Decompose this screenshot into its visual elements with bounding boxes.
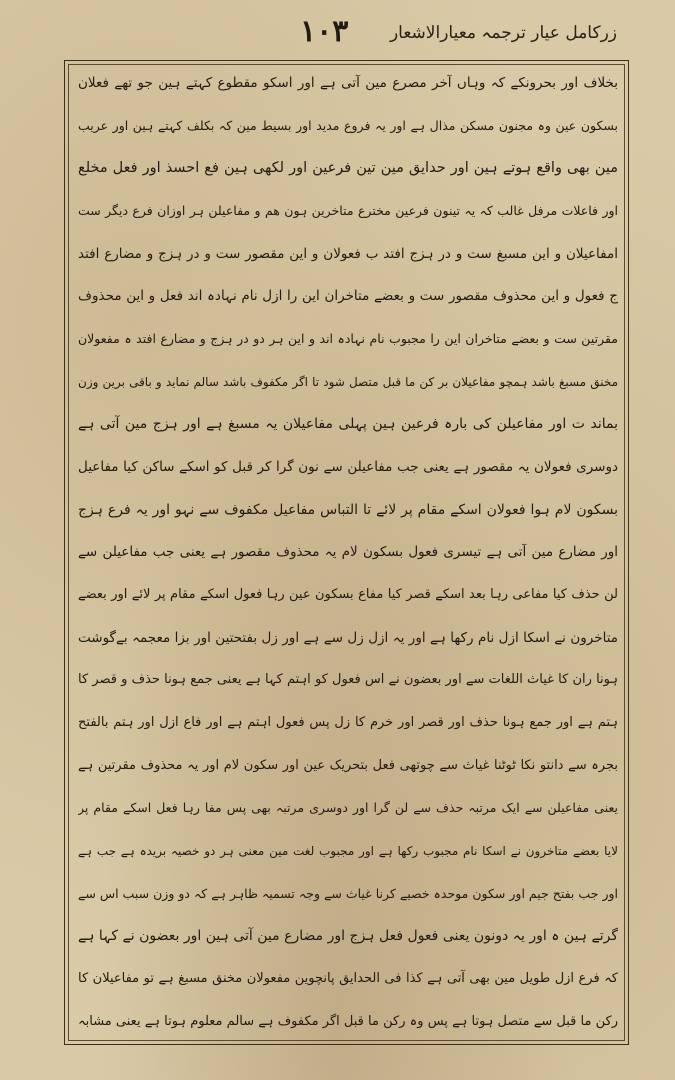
text-line: دوسری فعولان یہ مقصور ہے یعنی جب مفاعیلن سے نون گرا کر قبل کو اسکے ساکن کیا مفاعیل <box>78 459 618 476</box>
text-line: گرتے ہین ہ اور یہ دونون یعنی فعول فعل ہزج اور مضارع مین آتی ہین اور بعضون نے کہا ہے <box>78 928 618 945</box>
text-line: بسکون عین وہ مجنون مسکن مذال ہے اور یہ فروع مدید اور بسیط مین کہ بکلف کہتے ہین اور عریب <box>78 117 618 133</box>
text-line: لن حذف کیا مفاعی رہا بعد اسکے قصر کیا مفاع بسکون عین رہا فعول اسکے مقام پر لائے اور بعضے <box>78 587 618 603</box>
text-line: بسکون لام ہوا فعولان اسکے مقام پر لائے تا التباس مفاعیل مکفوف سے نہو اور یہ فرع ہزج <box>78 501 618 518</box>
text-line: بجرہ سے دانتو نکا ٹوٹنا غیاث سے چوتھی فعل بتحریک عین اور سکون لام اور یہ محذوف مقرتین ہے <box>78 757 618 773</box>
text-line: ہونا ران کا غیاث اللغات سے اور بعضون نے اس فعول کو اہتم کہا ہے یعنی جمع ہونا حذف و قصر کا <box>78 672 618 688</box>
text-line: اور مضارع مین آتی ہے تیسری فعول بسکون لام یہ محذوف مقصور ہے یعنی جب مفاعیلن سے <box>78 544 618 561</box>
text-line: متاخرون نے اسکا ازل نام رکھا ہے اور یہ ازل زل سے ہے اور زل بفتحتین اور بزا معجمہ بےگوشت <box>78 629 618 646</box>
text-line: رکن ما قبل سے متصل ہوتا ہے پس وہ رکن ما قبل اگر مکفوف ہے سالم معلوم ہوتا ہے یعنی مشابہ <box>78 1013 618 1029</box>
text-line: ج فعول و این محذوف مقصور ست و بعضے متاخران این را ازل نام نہادہ اند فعل و این محذوف <box>78 288 618 305</box>
text-line: مخنق مسبغ باشد ہمچو مفاعیلان بر کن ما قبل متصل شود تا اگر مکفوف باشد سالم نماید و باقی برین وزن <box>78 374 618 389</box>
text-line: امفاعیلان و این مسبغ ست و در ہزج افتد ب فعولان و این مقصور ست و در ہزج و مضارع افتد <box>78 245 618 262</box>
text-line: بخلاف اور بحرونکے کہ وہاں آخر مصرع مین آتی ہے اور اسکو مقطوع کہتے ہین جو تھے فعلان <box>78 75 618 91</box>
body-text <box>78 70 618 1035</box>
text-line: ہتم ہے اور جمع ہونا حذف اور قصر اور خرم کا زل پس فعول اہتم ہے اور فاع ازل اور ہتم بالفتح <box>78 715 618 731</box>
text-line: اور فاعلات مرفل غالب کہ یہ تینون فرعین مخترع متاخرین ہون هم و مفاعیلن ہر اوزان فرع دیگر ست <box>78 203 618 219</box>
text-line: اور جب بفتح جیم اور سکون موحدہ خصیے کرنا غیاث سے وجہ تسمیہ ظاہر ہے کہ دو وزن سبب اس سے <box>78 885 618 901</box>
text-line: یعنی مفاعیلن سے ایک مرتبہ حذف سے لن گرا اور دوسری مرتبہ بھی پس مفا رہا فعل اسکے مقام پر <box>78 800 618 816</box>
text-line: لایا بعضے متاخرون نے اسکا نام مجبوب رکھا ہے اور مجبوب لغت مین معنی ہر دو خصیہ بریدہ ہے جب ہے <box>78 844 618 859</box>
text-line: بماند ت اور مفاعیلن کی بارہ فرعین ہین پہلی مفاعیلان یہ مسبغ ہے اور ہزج مین آتی ہے <box>78 416 618 433</box>
text-line: کہ فرع ازل طویل مین بھی آتی ہے کذا فی الحدایق پانچوین مفعولان مخنق مسبغ ہے تو مفاعیلان کا <box>78 971 618 987</box>
page-number: ۱۰۳ <box>300 14 349 49</box>
running-title: زرکامل عیار ترجمہ معیارالاشعار <box>389 23 617 43</box>
text-line: مقرتین ست و بعضے متاخران این را مجبوب نام نہادہ اند و این ہر دو در ہزج و مضارع افتد ہ مفعولان <box>78 331 618 347</box>
text-line: مین بھی واقع ہوتے ہین اور حدایق مین تین فرعین اور لکھی ہین فع احسذ اور فعل مخلع <box>78 160 618 177</box>
